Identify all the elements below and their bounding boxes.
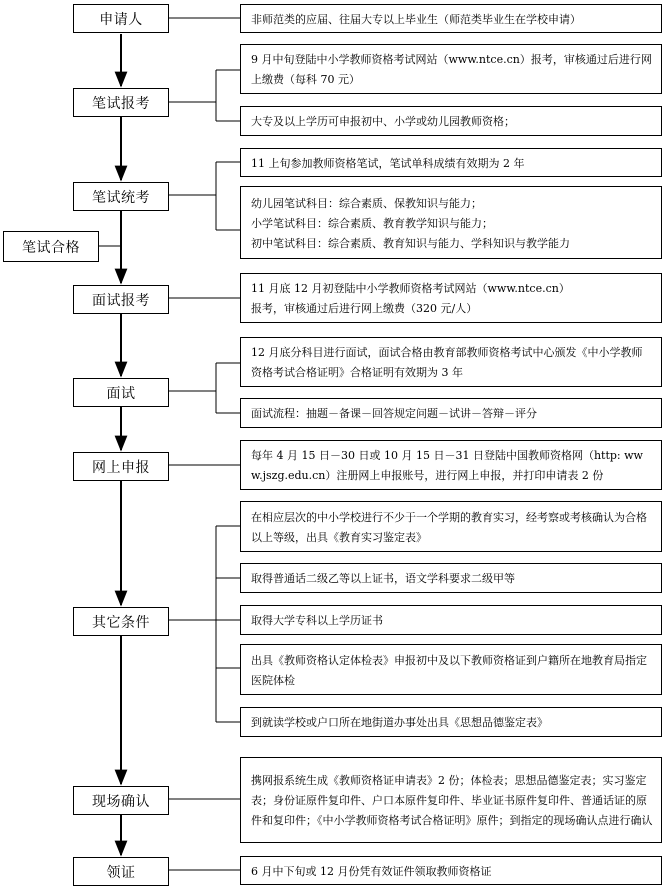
note-medical-exam: 出具《教师资格认定体检表》申报初中及以下教师资格证到户籍所在地教育局指定医院体检 bbox=[240, 644, 662, 695]
note-line: 报考，审核通过后进行网上缴费（320 元/人） bbox=[251, 302, 478, 315]
note-applicant: 非师范类的应届、往届大专以上毕业生（师范类毕业生在学校申请） bbox=[240, 4, 662, 33]
note-line: 小学笔试科目：综合素质、教育教学知识与能力； bbox=[251, 216, 493, 230]
note-mandarin-certificate: 取得普通话二级乙等以上证书，语文学科要求二级甲等 bbox=[240, 563, 662, 593]
step-written-exam: 笔试统考 bbox=[73, 182, 169, 211]
note-line: 幼儿园笔试科目：综合素质、保教知识与能力； bbox=[251, 196, 482, 210]
note-teaching-practice: 在相应层次的中小学校进行不少于一个学期的教育实习，经考察或考核确认为合格以上等级，出具《教育实习鉴定表》 bbox=[240, 501, 662, 552]
step-written-registration: 笔试报考 bbox=[73, 88, 169, 117]
note-interview-procedure: 面试流程：抽题－备课－回答规定问题－试讲－答辩－评分 bbox=[240, 398, 662, 428]
step-collect-certificate: 领证 bbox=[73, 857, 169, 886]
note-written-exam-subjects bbox=[240, 186, 662, 259]
step-interview-registration: 面试报考 bbox=[73, 285, 169, 314]
note-interview-registration bbox=[240, 273, 662, 323]
note-line: 初中笔试科目：综合素质、教育知识与能力、学科知识与教学能力 bbox=[251, 236, 570, 250]
step-online-application: 网上申报 bbox=[73, 452, 169, 481]
note-line: 11 月底 12 月初登陆中小学教师资格考试网站（www.ntce.cn） bbox=[251, 282, 570, 295]
note-written-registration-fee: 9 月中旬登陆中小学教师资格考试网站（www.ntce.cn）报考，审核通过后进行网上缴费（每科 70 元） bbox=[240, 44, 662, 94]
note-online-application: 每年 4 月 15 日－30 日或 10 月 15 日－31 日登陆中国教师资格网（http: www.jszg.edu.cn）注册网上申报账号，进行网上申报，并打印申请表 2 份 bbox=[240, 440, 662, 490]
step-other-conditions: 其它条件 bbox=[73, 607, 169, 636]
note-written-exam-timing: 11 上旬参加教师资格笔试，笔试单科成绩有效期为 2 年 bbox=[240, 148, 662, 177]
note-interview-certificate: 12 月底分科目进行面试，面试合格由教育部教师资格考试中心颁发《中小学教师资格考试合格证明》合格证明有效期为 3 年 bbox=[240, 337, 662, 387]
step-interview: 面试 bbox=[73, 378, 169, 407]
note-collect-certificate: 6 月中下旬或 12 月份凭有效证件领取教师资格证 bbox=[240, 856, 662, 885]
step-applicant: 申请人 bbox=[73, 4, 169, 33]
side-written-passed: 笔试合格 bbox=[3, 231, 99, 262]
note-moral-appraisal: 到就读学校或户口所在地街道办事处出具《思想品德鉴定表》 bbox=[240, 707, 662, 737]
note-diploma: 取得大学专科以上学历证书 bbox=[240, 605, 662, 635]
step-onsite-confirmation: 现场确认 bbox=[73, 786, 169, 815]
note-onsite-documents: 携网报系统生成《教师资格证申请表》2 份；体检表；思想品德鉴定表；实习鉴定表；身份证原件复印件、户口本原件复印件、毕业证书原件复印件、普通话证的原件和复印件；《中小学教师资格考试合格证明》原件；到指定的现场确认点进行确认 bbox=[240, 757, 662, 843]
note-written-registration-eligibility: 大专及以上学历可申报初中、小学或幼儿园教师资格； bbox=[240, 106, 662, 136]
